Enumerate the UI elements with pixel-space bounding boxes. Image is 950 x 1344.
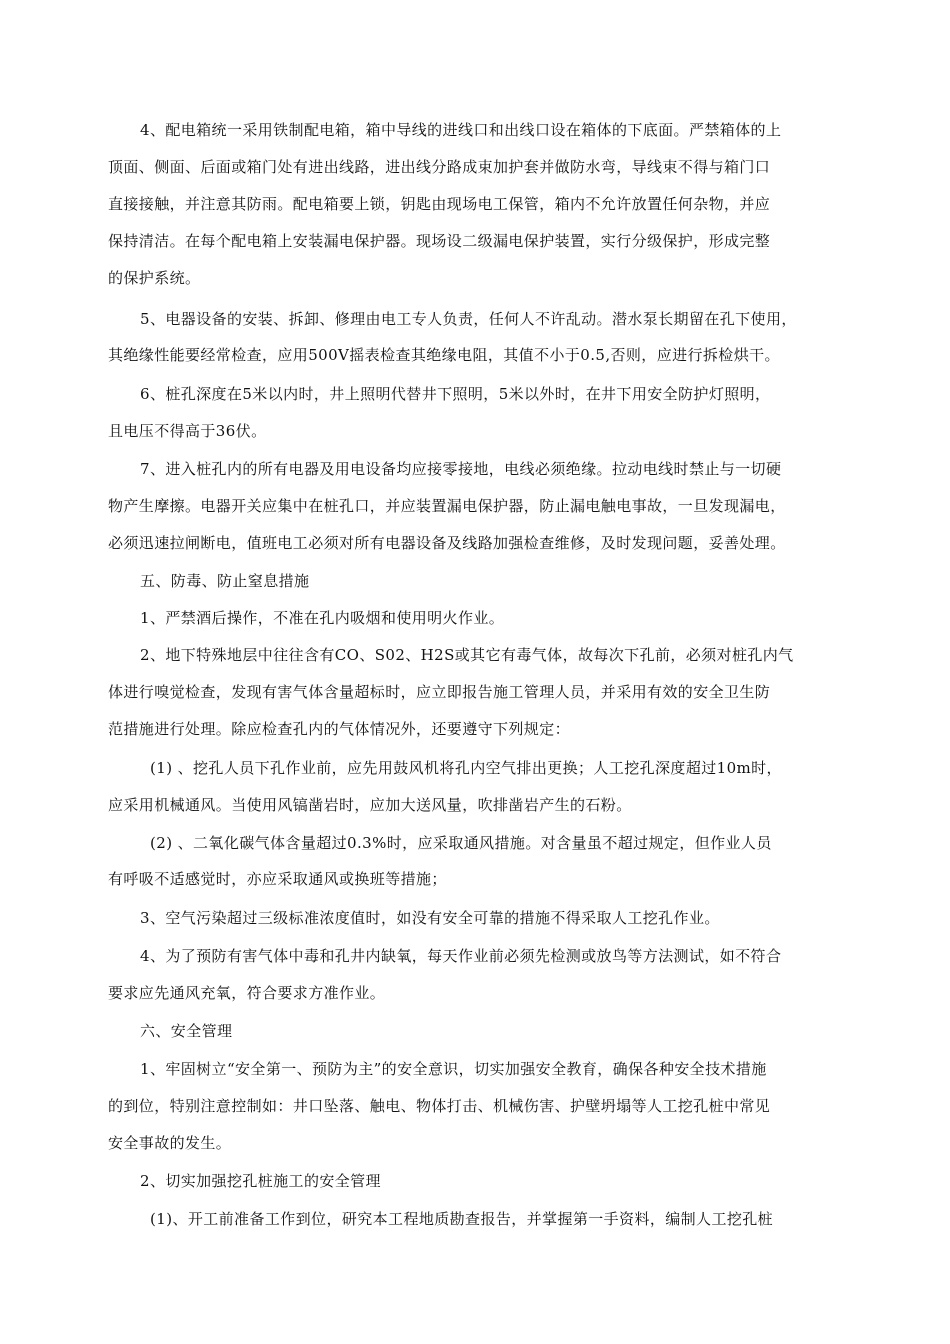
text-line: 4、为了预防有害气体中毒和孔井内缺氧，每天作业前必须先检测或放鸟等方法测试，如不符合 <box>140 947 782 965</box>
section-heading: 五、防毒、防止窒息措施 <box>140 572 310 590</box>
text-line: 2、切实加强挖孔桩施工的安全管理 <box>140 1172 381 1190</box>
text-line: 且电压不得高于36伏。 <box>108 422 267 440</box>
text-line: 1、严禁酒后操作，不准在孔内吸烟和使用明火作业。 <box>140 609 505 627</box>
text-line: 7、进入桩孔内的所有电器及用电设备均应接零接地，电线必须绝缘。拉动电线时禁止与一切硬 <box>140 460 782 478</box>
text-line: 必须迅速拉闸断电，值班电工必须对所有电器设备及线路加强检查维修，及时发现问题，妥善处理。 <box>108 534 786 552</box>
text-line: 直接接触，并注意其防雨。配电箱要上锁，钥匙由现场电工保管，箱内不允许放置任何杂物，并应 <box>108 195 771 213</box>
text-line: 体进行嗅觉检查，发现有害气体含量超标时，应立即报告施工管理人员，并采用有效的安全卫生防 <box>108 683 771 701</box>
text-line: 4、配电箱统一采用铁制配电箱，箱中导线的进线口和出线口设在箱体的下底面。严禁箱体的上 <box>140 121 782 139</box>
text-line: 5、电器设备的安装、拆卸、修理由电工专人负责，任何人不许乱动。潜水泵长期留在孔下使用， <box>140 310 797 328</box>
text-line: 要求应先通风充氧，符合要求方准作业。 <box>108 984 386 1002</box>
text-line: (1) 、挖孔人员下孔作业前，应先用鼓风机将孔内空气排出更换；人工挖孔深度超过10m时， <box>150 759 782 777</box>
text-line: 的到位，特别注意控制如：井口坠落、触电、物体打击、机械伤害、护壁坍塌等人工挖孔桩中常见 <box>108 1097 771 1115</box>
text-line: 1、牢固树立“安全第一、预防为主”的安全意识，切实加强安全教育，确保各种安全技术措施 <box>140 1060 767 1078</box>
text-line: 2、地下特殊地层中往往含有CO、S02、H2S或其它有毒气体，故每次下孔前，必须对桩孔内气 <box>140 646 794 664</box>
text-line: 其绝缘性能要经常检查，应用500V摇表检查其绝缘电阻，其值不小于0.5,否则，应进行拆检烘干。 <box>108 346 780 364</box>
text-line: 保持清洁。在每个配电箱上安装漏电保护器。现场设二级漏电保护装置，实行分级保护，形成完整 <box>108 232 771 250</box>
text-line: 3、空气污染超过三级标准浓度值时，如没有安全可靠的措施不得采取人工挖孔作业。 <box>140 909 720 927</box>
text-line: 安全事故的发生。 <box>108 1134 232 1152</box>
text-line: 应采用机械通风。当使用风镐凿岩时，应加大送风量，吹排凿岩产生的石粉。 <box>108 796 632 814</box>
text-line: 有呼吸不适感觉时，亦应采取通风或换班等措施； <box>108 870 447 888</box>
text-line: 物产生摩擦。电器开关应集中在桩孔口，并应装置漏电保护器，防止漏电触电事故，一旦发现漏电， <box>108 497 786 515</box>
text-line: 顶面、侧面、后面或箱门处有进出线路，进出线分路成束加护套并做防水弯，导线束不得与箱门口 <box>108 158 771 176</box>
text-line: 6、桩孔深度在5米以内时，井上照明代替井下照明，5米以外时，在井下用安全防护灯照明， <box>140 385 771 403</box>
text-line: 范措施进行处理。除应检查孔内的气体情况外，还要遵守下列规定： <box>108 720 571 738</box>
text-line: (1)、开工前准备工作到位，研究本工程地质勘查报告，并掌握第一手资料，编制人工挖孔桩 <box>150 1210 774 1228</box>
text-line: (2) 、二氧化碳气体含量超过0.3%时，应采取通风措施。对含量虽不超过规定，但作业人员 <box>150 834 772 852</box>
text-line: 的保护系统。 <box>108 269 201 287</box>
section-heading: 六、安全管理 <box>140 1022 233 1040</box>
